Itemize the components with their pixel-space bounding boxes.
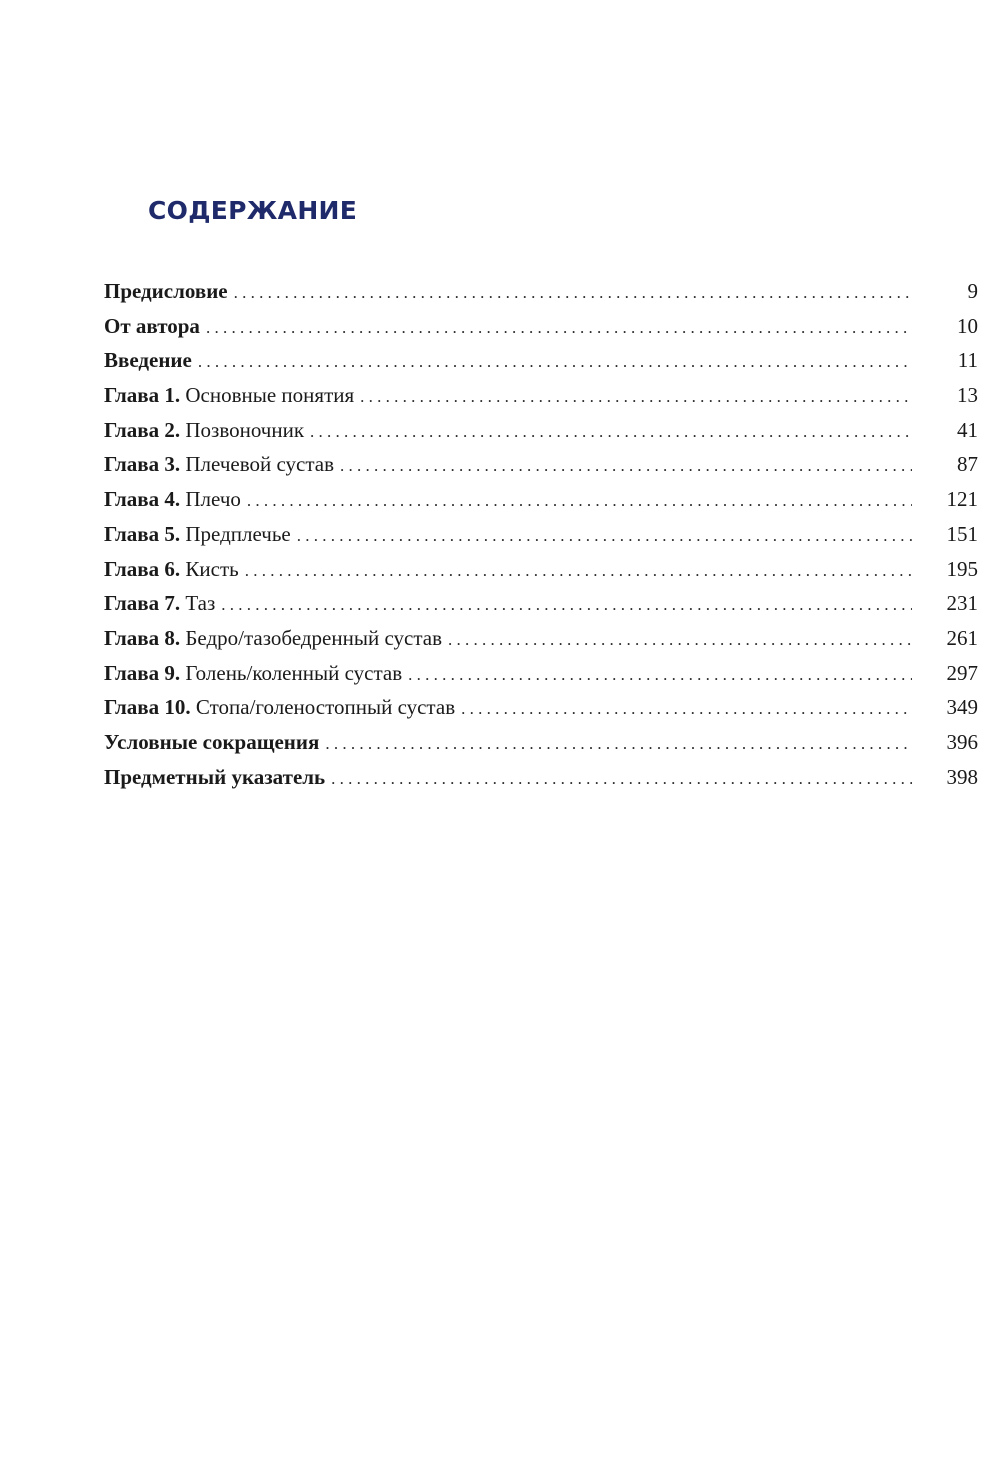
page-number: 151 (946, 521, 978, 546)
page-number: 297 (946, 660, 978, 685)
dot-leader (408, 658, 912, 693)
page-number: 396 (946, 729, 978, 754)
toc-entry-title: Таз (185, 591, 216, 616)
chapter-number: Глава 1. (104, 383, 181, 408)
dot-leader (221, 588, 912, 623)
toc-entry[interactable] (104, 656, 978, 691)
toc-entry[interactable] (104, 690, 978, 725)
chapter-number: Глава 2. (104, 417, 181, 442)
toc-entry-label (104, 586, 215, 621)
dot-leader (206, 311, 912, 346)
page-number: 121 (946, 487, 978, 512)
chapter-number: Глава 8. (104, 625, 181, 650)
toc-entry-title: Стопа/голеностопный сустав (195, 695, 456, 720)
chapter-number: Глава 10. (104, 695, 191, 720)
page-number: 261 (946, 625, 978, 650)
toc-entry[interactable] (104, 274, 978, 309)
toc-entry-label (104, 413, 304, 448)
chapter-number: Глава 3. (104, 452, 181, 477)
page-number: 13 (957, 383, 978, 408)
toc-entry-label (104, 760, 325, 795)
toc-entry[interactable] (104, 343, 978, 378)
dot-leader (340, 449, 912, 484)
toc-entry[interactable] (104, 760, 978, 795)
page-number: 349 (946, 695, 978, 720)
dot-leader (325, 727, 912, 762)
table-of-contents (104, 274, 978, 794)
toc-entry[interactable] (104, 586, 978, 621)
toc-entry-label (104, 656, 402, 691)
toc-entry-title: Основные понятия (185, 383, 355, 408)
toc-entry[interactable] (104, 725, 978, 760)
page-number: 87 (957, 452, 978, 477)
toc-entry-title: Введение (104, 348, 192, 373)
page-number: 398 (946, 764, 978, 789)
dot-leader (198, 345, 912, 380)
page-number: 195 (946, 556, 978, 581)
toc-entry-title: Позвоночник (185, 417, 305, 442)
toc-entry[interactable] (104, 413, 978, 448)
page-number: 9 (967, 279, 978, 303)
dot-leader (245, 554, 912, 589)
toc-entry-label (104, 482, 241, 517)
toc-entry-label (104, 309, 200, 344)
toc-entry-title: Предметный указатель (104, 764, 326, 789)
chapter-number: Глава 9. (104, 660, 181, 685)
chapter-number: Глава 7. (104, 591, 181, 616)
toc-entry-label (104, 517, 291, 552)
dot-leader (310, 415, 912, 450)
page-number: 231 (946, 591, 978, 616)
toc-entry-label (104, 343, 192, 378)
page-title: СОДЕРЖАНИЕ (148, 196, 358, 225)
toc-entry-title: Кисть (185, 556, 239, 581)
toc-entry-title: Плечевой сустав (185, 452, 334, 477)
toc-entry-label (104, 725, 319, 760)
toc-entry-label (104, 274, 228, 309)
toc-entry-label (104, 447, 334, 482)
toc-entry-title: Условные сокращения (104, 729, 320, 754)
dot-leader (448, 623, 912, 658)
toc-entry-title: Плечо (185, 487, 241, 512)
dot-leader (297, 519, 912, 554)
toc-entry[interactable] (104, 621, 978, 656)
dot-leader (234, 276, 912, 311)
chapter-number: Глава 6. (104, 556, 181, 581)
page-number: 11 (957, 348, 978, 373)
toc-entry-title: Голень/коленный сустав (185, 660, 403, 685)
dot-leader (247, 484, 912, 519)
toc-entry[interactable] (104, 517, 978, 552)
toc-entry[interactable] (104, 552, 978, 587)
toc-entry[interactable] (104, 378, 978, 413)
toc-entry-title: Предисловие (104, 279, 228, 303)
toc-entry-label (104, 621, 442, 656)
toc-entry[interactable] (104, 482, 978, 517)
chapter-number: Глава 4. (104, 487, 181, 512)
toc-entry-title: От автора (104, 313, 200, 338)
dot-leader (360, 380, 912, 415)
toc-entry-label (104, 690, 455, 725)
dot-leader (331, 762, 912, 797)
toc-entry-title: Предплечье (185, 521, 291, 546)
toc-entry[interactable] (104, 447, 978, 482)
toc-entry-label (104, 552, 239, 587)
toc-entry[interactable] (104, 309, 978, 344)
chapter-number: Глава 5. (104, 521, 181, 546)
page-number: 41 (957, 417, 978, 442)
page-number: 10 (957, 313, 978, 338)
toc-entry-title: Бедро/тазобедренный сустав (185, 625, 442, 650)
dot-leader (461, 692, 912, 727)
toc-entry-label (104, 378, 354, 413)
